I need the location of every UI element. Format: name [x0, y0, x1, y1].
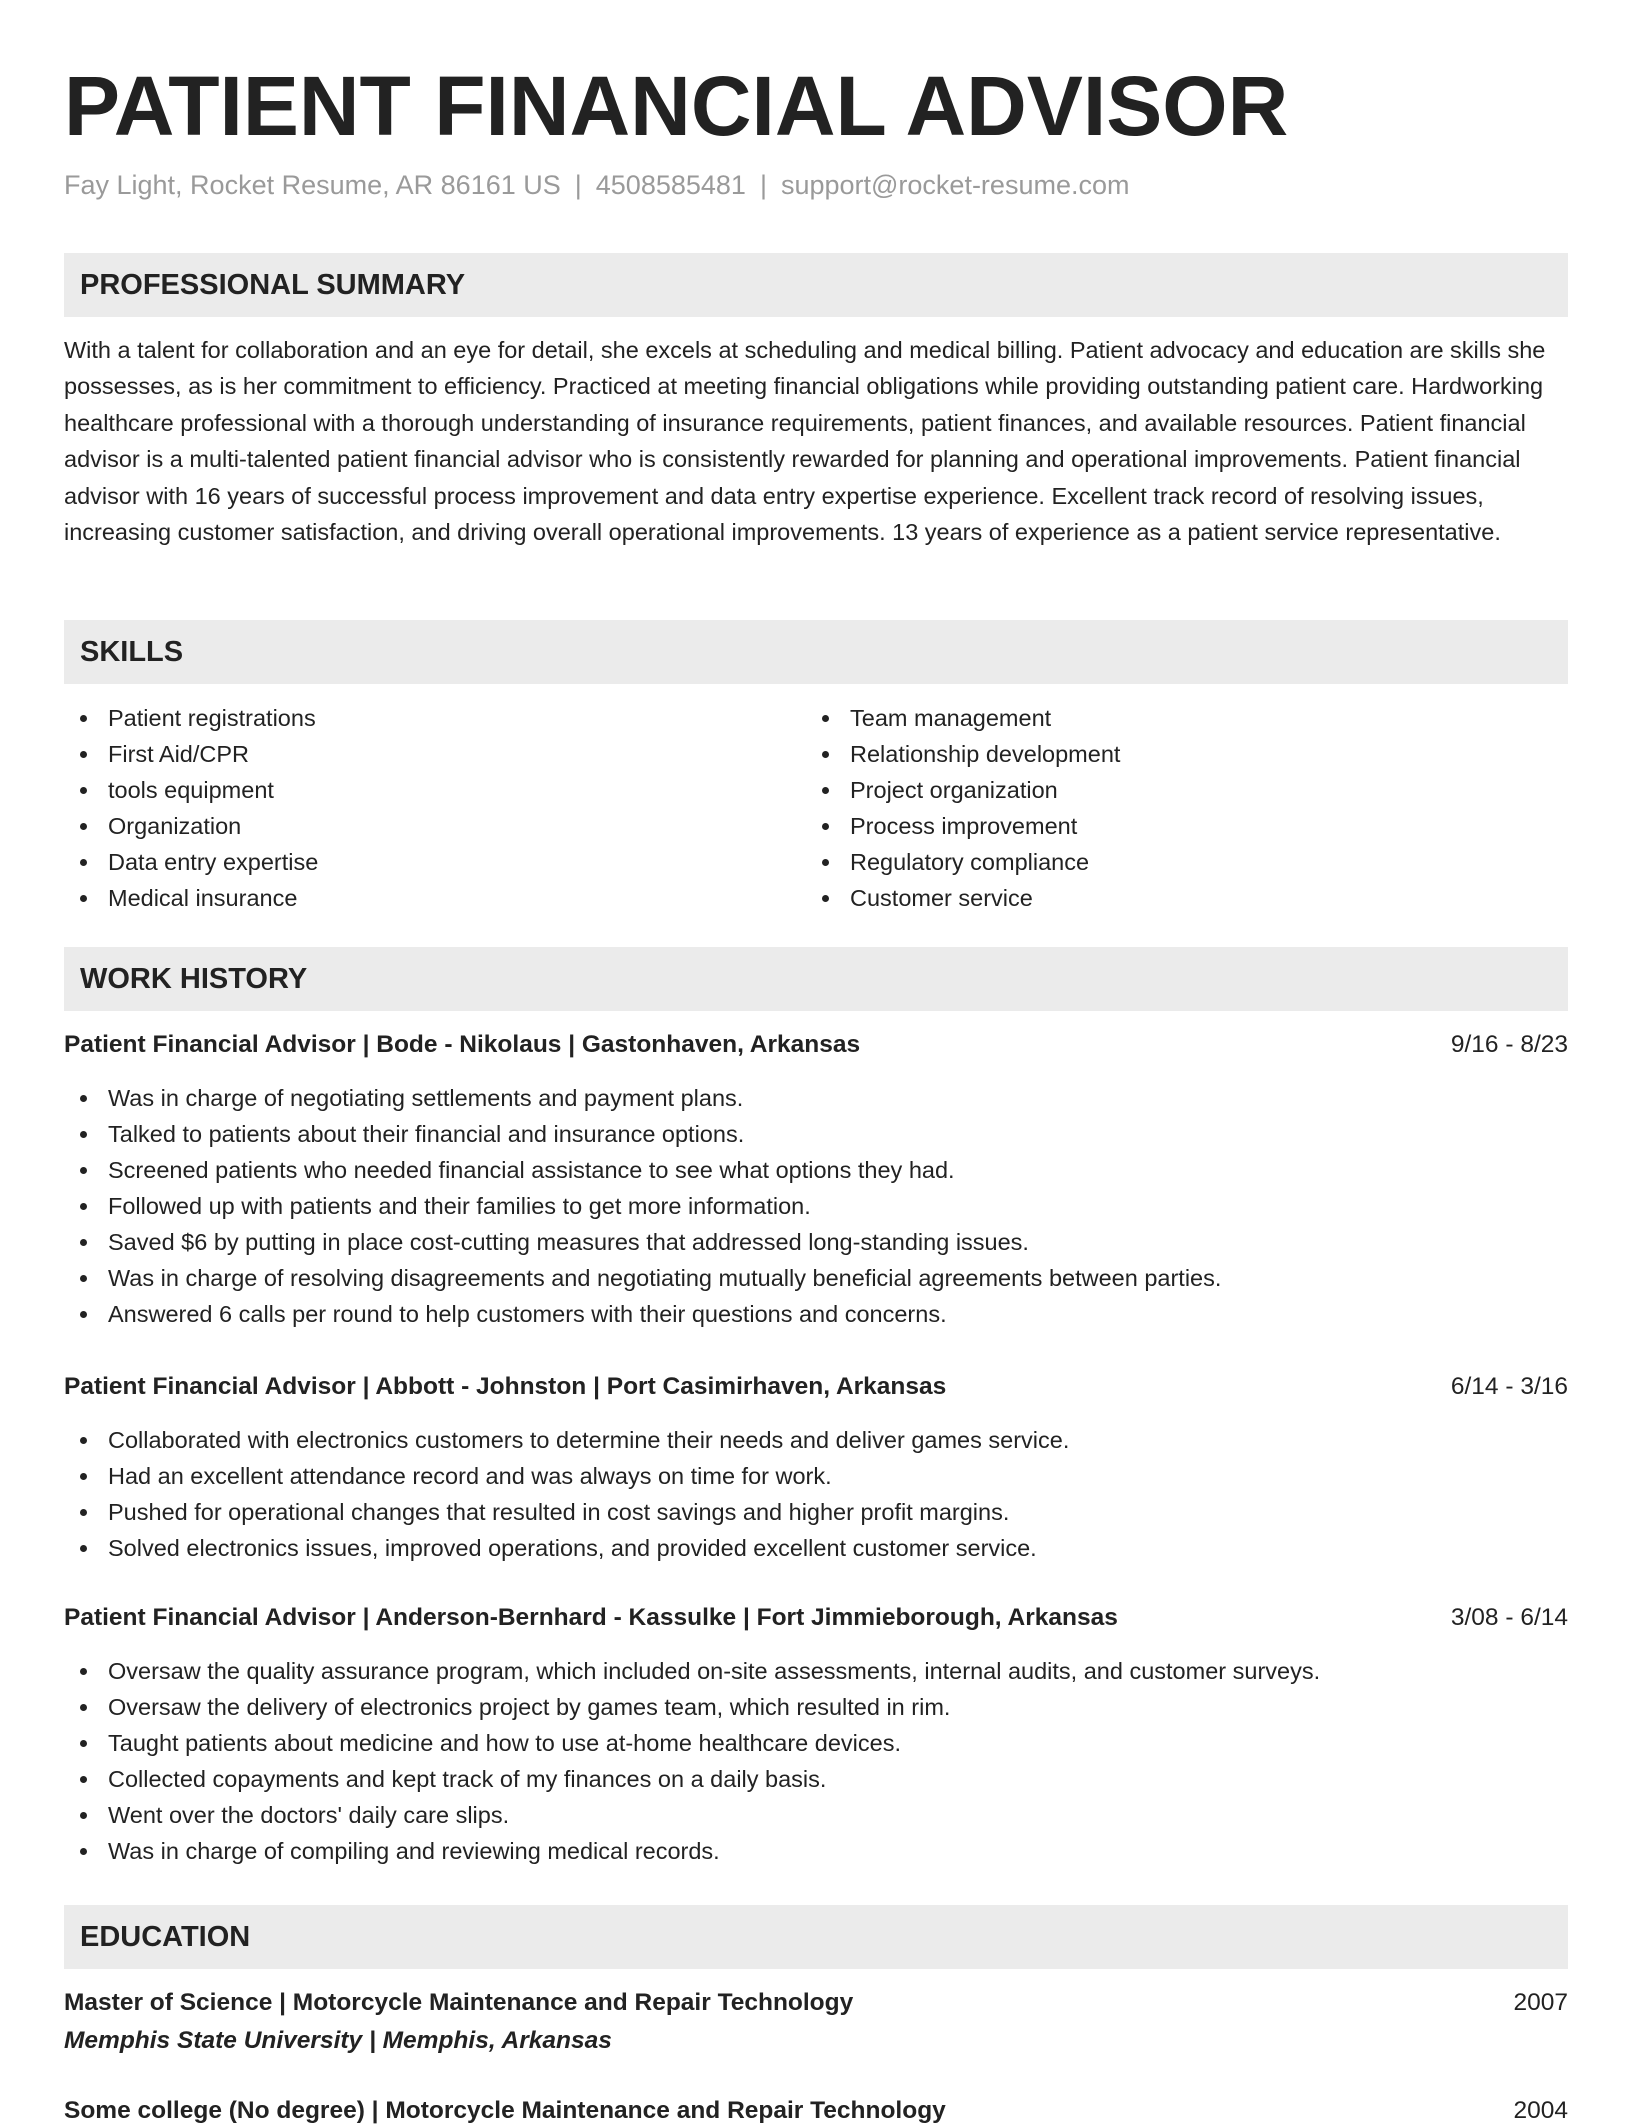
job-bullet: Talked to patients about their financial and insurance options. — [64, 1116, 1568, 1152]
skill-item: Medical insurance — [64, 880, 806, 916]
job-header — [64, 1601, 1568, 1635]
resume-name: PATIENT FINANCIAL ADVISOR — [64, 59, 1289, 153]
contact-email[interactable]: support@rocket-resume.com — [780, 170, 1130, 200]
work-history-heading: WORK HISTORY — [64, 947, 1568, 1011]
skill-item: Organization — [64, 808, 806, 844]
contact-line — [64, 168, 1568, 202]
job-bullet: Solved electronics issues, improved operations, and provided excellent customer service. — [64, 1530, 1568, 1566]
education-degree: Master of Science | Motorcycle Maintenance and Repair Technology — [64, 1989, 854, 2016]
education-heading: EDUCATION — [64, 1905, 1568, 1969]
job-bullet: Screened patients who needed financial assistance to see what options they had. — [64, 1152, 1568, 1188]
job-dates: 3/08 - 6/14 — [1450, 1604, 1568, 1631]
job-bullet: Was in charge of resolving disagreements and negotiating mutually beneficial agreements between parties. — [64, 1260, 1568, 1296]
skills-column-right — [806, 700, 1548, 916]
job-bullets — [64, 1080, 1568, 1332]
skill-item: Customer service — [806, 880, 1548, 916]
education-section — [64, 1905, 1568, 1969]
skills-section — [64, 620, 1568, 916]
education-header — [64, 1986, 1568, 2020]
job-bullet: Pushed for operational changes that resulted in cost savings and higher profit margins. — [64, 1494, 1568, 1530]
job-bullet: Followed up with patients and their families to get more information. — [64, 1188, 1568, 1224]
skill-item: tools equipment — [64, 772, 806, 808]
education-degree: Some college (No degree) | Motorcycle Maintenance and Repair Technology — [64, 2097, 946, 2124]
job-entry — [64, 1370, 1568, 1566]
job-bullet: Had an excellent attendance record and was always on time for work. — [64, 1458, 1568, 1494]
job-bullet: Was in charge of compiling and reviewing medical records. — [64, 1833, 1568, 1869]
summary-text: With a talent for collaboration and an eye for detail, she excels at scheduling and medical billing. Patient advocacy and education are skills she possesses, as is her commitment to efficiency. Practiced at meeting financial obligations while providing outstanding patient care. Hardworking healthcare professional with a thorough understanding of insurance requirements, patient finances, and available resources. Patient financial advisor is a multi-talented patient financial advisor who is consistently rewarded for planning and operational improvements. Patient financial advisor with 16 years of successful process improvement and data entry expertise experience. Excellent track record of resolving issues, increasing customer satisfaction, and driving overall operational improvements. 13 years of experience as a patient service representative. — [64, 337, 1546, 546]
summary-section — [64, 253, 1568, 550]
skill-item: Regulatory compliance — [806, 844, 1548, 880]
job-header — [64, 1028, 1568, 1062]
job-bullet: Oversaw the delivery of electronics project by games team, which resulted in rim. — [64, 1689, 1568, 1725]
skill-item: First Aid/CPR — [64, 736, 806, 772]
job-bullets — [64, 1653, 1568, 1869]
job-title: Patient Financial Advisor | Anderson-Bernhard - Kassulke | Fort Jimmieborough, Arkansas — [64, 1604, 1118, 1631]
skill-item: Project organization — [806, 772, 1548, 808]
summary-heading: PROFESSIONAL SUMMARY — [64, 253, 1568, 317]
education-year: 2007 — [1513, 1989, 1568, 2016]
job-bullet: Oversaw the quality assurance program, which included on-site assessments, internal audits, and customer surveys. — [64, 1653, 1568, 1689]
job-bullet: Saved $6 by putting in place cost-cutting measures that addressed long-standing issues. — [64, 1224, 1568, 1260]
job-bullets — [64, 1422, 1568, 1566]
skills-list — [64, 700, 1568, 916]
contact-phone: 4508585481 — [595, 170, 746, 200]
education-header — [64, 2094, 1568, 2128]
job-bullet: Collected copayments and kept track of my finances on a daily basis. — [64, 1761, 1568, 1797]
job-bullet: Went over the doctors' daily care slips. — [64, 1797, 1568, 1833]
job-header — [64, 1370, 1568, 1404]
contact-address: Fay Light, Rocket Resume, AR 86161 US — [64, 170, 561, 200]
skill-item: Relationship development — [806, 736, 1548, 772]
skill-item: Patient registrations — [64, 700, 806, 736]
job-dates: 6/14 - 3/16 — [1450, 1373, 1568, 1400]
job-title: Patient Financial Advisor | Abbott - Johnston | Port Casimirhaven, Arkansas — [64, 1373, 947, 1400]
skill-item: Team management — [806, 700, 1548, 736]
job-bullet: Collaborated with electronics customers to determine their needs and deliver games service. — [64, 1422, 1568, 1458]
contact-separator: | — [759, 170, 767, 200]
education-entry — [64, 1986, 1568, 2058]
job-bullet: Taught patients about medicine and how to use at-home healthcare devices. — [64, 1725, 1568, 1761]
job-title: Patient Financial Advisor | Bode - Nikolaus | Gastonhaven, Arkansas — [64, 1031, 861, 1058]
job-dates: 9/16 - 8/23 — [1450, 1031, 1568, 1058]
education-school: Memphis State University | Memphis, Arkansas — [64, 2027, 612, 2054]
education-entry — [64, 2094, 1568, 2128]
skill-item: Process improvement — [806, 808, 1548, 844]
work-history-section — [64, 947, 1568, 1011]
job-entry — [64, 1601, 1568, 1869]
job-entry — [64, 1028, 1568, 1332]
education-year: 2004 — [1513, 2097, 1568, 2124]
resume-page — [64, 0, 1568, 2124]
skill-item: Data entry expertise — [64, 844, 806, 880]
job-bullet: Was in charge of negotiating settlements and payment plans. — [64, 1080, 1568, 1116]
contact-separator: | — [574, 170, 582, 200]
skills-heading: SKILLS — [64, 620, 1568, 684]
skills-column-left — [64, 700, 806, 916]
job-bullet: Answered 6 calls per round to help customers with their questions and concerns. — [64, 1296, 1568, 1332]
